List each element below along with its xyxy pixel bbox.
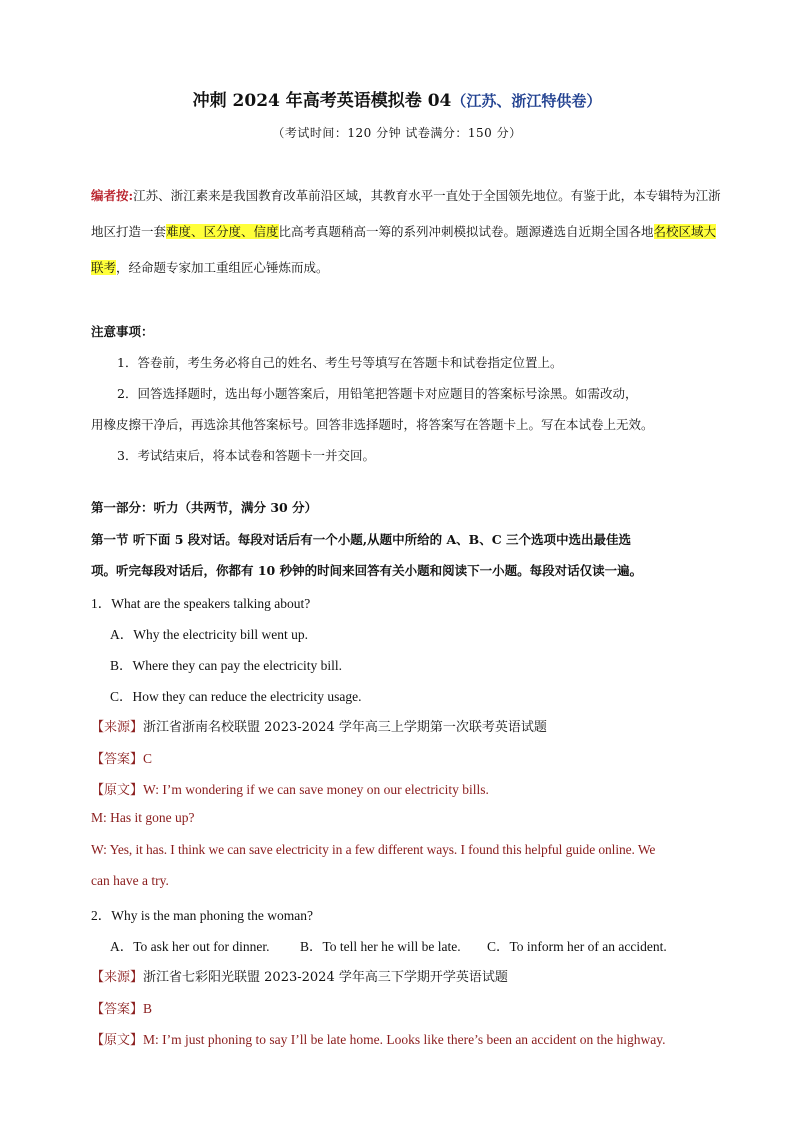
- notice-item-2-line-1: 2．回答选择题时，选出每小题答案后，用铅笔把答题卡对应题目的答案标号涂黑。如需改动，: [117, 386, 638, 401]
- q1-option-c: C．How they can reduce the electricity usage.: [110, 689, 362, 704]
- q2-source: 【来源】浙江省七彩阳光联盟 2023-2024 学年高三下学期开学英语试题: [91, 970, 508, 985]
- q1-script-line-1: 【原文】W: I’m wondering if we can save money on our electricity bills.: [91, 782, 489, 798]
- editor-note-line-3: 联考，经命题专家加工重组匠心锤炼而成。: [91, 260, 329, 275]
- q2-option-c: C．To inform her of an accident.: [487, 939, 667, 954]
- part1-heading: 第一部分：听力（共两节，满分 30 分）: [91, 500, 318, 515]
- exam-info: （考试时间：120 分钟 试卷满分：150 分）: [272, 126, 522, 140]
- notice-heading: 注意事项：: [91, 324, 154, 339]
- section1-instructions-line-1: 第一节 听下面 5 段对话。每段对话后有一个小题,从题中所给的 A、B、C 三个选项中选出最佳选: [91, 532, 632, 547]
- page-title: [0, 86, 794, 111]
- q2-answer: 【答案】B: [91, 1001, 153, 1017]
- q1-script-line-2: M: Has it gone up?: [91, 810, 195, 825]
- editor-note-line-1: 编者按:江苏、浙江素来是我国教育改革前沿区域，其教育水平一直处于全国领先地位。有鉴于此，本专辑特为江浙: [91, 188, 721, 203]
- title-sub: （江苏、浙江特供卷）: [451, 92, 602, 110]
- q1-script-line-3: W: Yes, it has. I think we can save electricity in a few different ways. I found this helpful guide online. We: [91, 842, 656, 857]
- highlight-difficulty: 难度、区分度、信度: [166, 224, 279, 239]
- notice-item-2-line-2: 用橡皮擦干净后，再选涂其他答案标号。回答非选择题时，将答案写在答题卡上。写在本试卷上无效。: [91, 417, 654, 432]
- title-main: 冲刺 2024 年高考英语模拟卷 04: [192, 91, 452, 111]
- q1-script-line-4: can have a try.: [91, 873, 169, 888]
- notice-item-1: 1．答卷前，考生务必将自己的姓名、考生号等填写在答题卡和试卷指定位置上。: [117, 355, 563, 370]
- highlight-schools: 名校区域大: [653, 224, 717, 239]
- highlight-joint-exam: 联考: [91, 260, 117, 275]
- q1-answer: 【答案】C: [91, 751, 153, 767]
- section1-instructions-line-2: 项。听完每段对话后，你都有 10 秒钟的时间来回答有关小题和阅读下一小题。每段对话仅读一遍。: [91, 563, 643, 578]
- q1-option-a: A．Why the electricity bill went up.: [110, 627, 308, 642]
- q2-script-line-1: 【原文】M: I’m just phoning to say I’ll be late home. Looks like there’s been an accident on the highway.: [91, 1032, 666, 1048]
- q2-option-a: A．To ask her out for dinner.: [110, 939, 270, 954]
- editor-note-label: 编者按:: [91, 188, 134, 203]
- q1-option-b: B．Where they can pay the electricity bill.: [110, 658, 343, 673]
- q1-stem: 1．What are the speakers talking about?: [91, 596, 311, 611]
- q1-source: 【来源】浙江省浙南名校联盟 2023-2024 学年高三上学期第一次联考英语试题: [91, 720, 547, 735]
- editor-note-line-2: 地区打造一套难度、区分度、信度比高考真题稍高一筹的系列冲刺模拟试卷。题源遴选自近期全国各地名校区域大: [91, 224, 717, 239]
- notice-item-3: 3．考试结束后，将本试卷和答题卡一并交回。: [117, 448, 375, 463]
- q2-option-b: B．To tell her he will be late.: [300, 939, 461, 954]
- q2-stem: 2．Why is the man phoning the woman?: [91, 908, 313, 923]
